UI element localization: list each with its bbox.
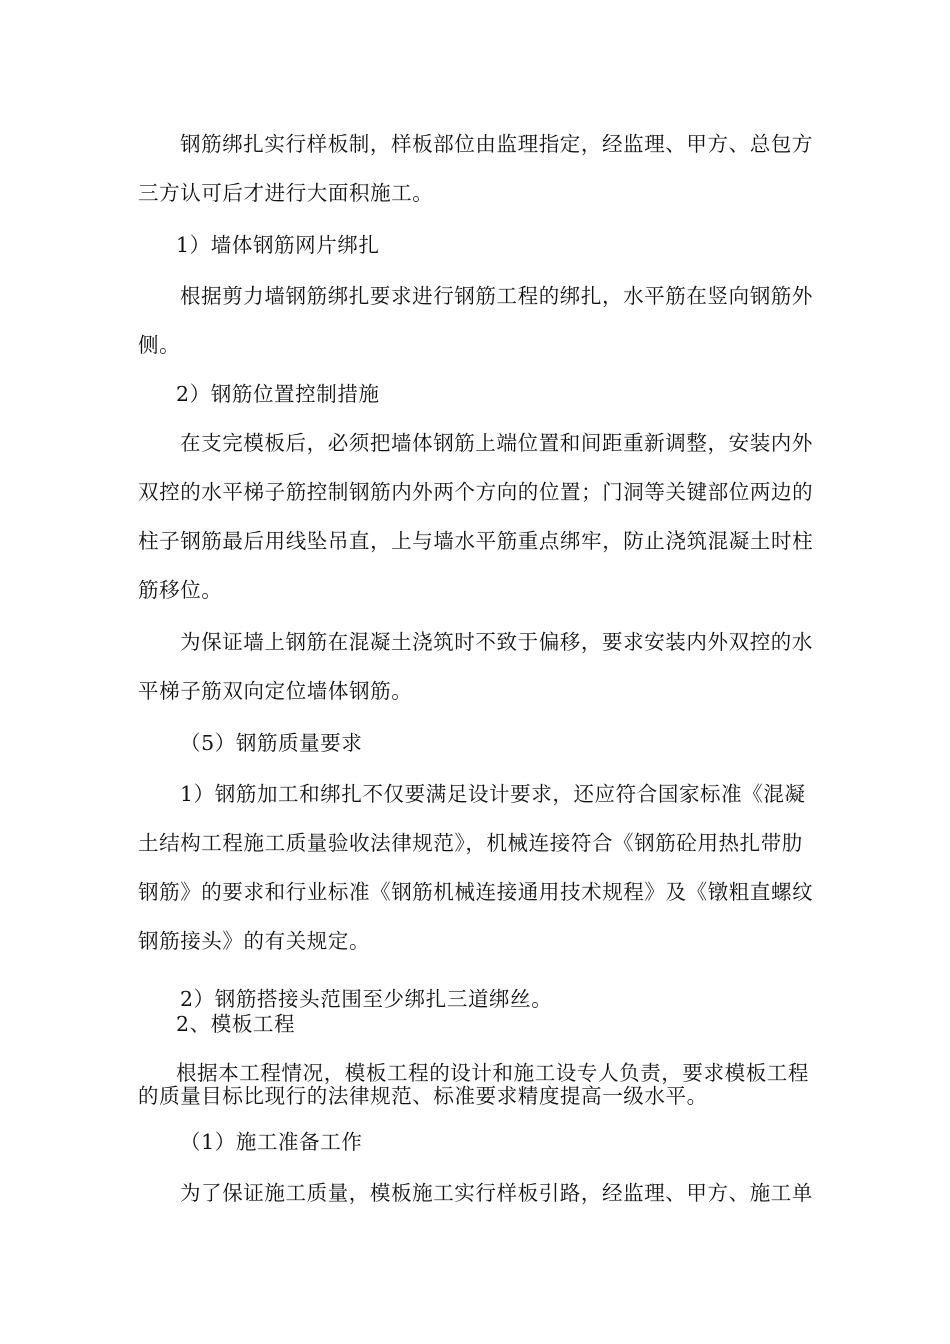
paragraph-line: 为了保证施工质量，模板施工实行样板引路，经监理、甲方、施工单 <box>180 1181 813 1205</box>
paragraph-line: 1）钢筋加工和绑扎不仅要满足设计要求，还应符合国家标准《混凝 <box>180 782 806 806</box>
section-heading: 1）墙体钢筋网片绑扎 <box>176 233 380 257</box>
paragraph-line: 钢筋绑扎实行样板制，样板部位由监理指定，经监理、甲方、总包方 <box>180 132 813 156</box>
paragraph-line: 在支完模板后，必须把墙体钢筋上端位置和间距重新调整，安装内外 <box>180 431 813 455</box>
paragraph-line: 三方认可后才进行大面积施工。 <box>138 181 434 205</box>
paragraph-line: 双控的水平梯子筋控制钢筋内外两个方向的位置；门洞等关键部位两边的 <box>138 480 814 504</box>
section-heading: 2）钢筋位置控制措施 <box>176 382 380 406</box>
paragraph-line: 柱子钢筋最后用线坠吊直，上与墙水平筋重点绑牢，防止浇筑混凝土时柱 <box>138 529 814 553</box>
section-heading: 2、模板工程 <box>176 1012 296 1036</box>
paragraph-line: 2）钢筋搭接头范围至少绑扎三道绑丝。 <box>180 987 553 1011</box>
paragraph-line: 为保证墙上钢筋在混凝土浇筑时不致于偏移，要求安装内外双控的水 <box>180 630 813 654</box>
paragraph-line: 钢筋接头》的有关规定。 <box>138 929 371 953</box>
paragraph-line: 根据本工程情况，模板工程的设计和施工设专人负责，要求模板工程 <box>176 1061 809 1085</box>
paragraph-line: 筋移位。 <box>138 578 223 602</box>
paragraph-line: 平梯子筋双向定位墙体钢筋。 <box>138 679 413 703</box>
paragraph-line: 的质量目标比现行的法律规范、标准要求精度提高一级水平。 <box>138 1084 708 1108</box>
paragraph-line: 钢筋》的要求和行业标准《钢筋机械连接通用技术规程》及《镦粗直螺纹 <box>138 880 814 904</box>
paragraph-line: 根据剪力墙钢筋绑扎要求进行钢筋工程的绑扎，水平筋在竖向钢筋外 <box>180 284 813 308</box>
section-heading: （1）施工准备工作 <box>180 1130 363 1154</box>
paragraph-line: 侧。 <box>138 333 181 357</box>
paragraph-line: 土结构工程施工质量验收法律规范》，机械连接符合《钢筋砼用热扎带肋 <box>138 831 803 855</box>
section-heading: （5）钢筋质量要求 <box>180 731 363 755</box>
